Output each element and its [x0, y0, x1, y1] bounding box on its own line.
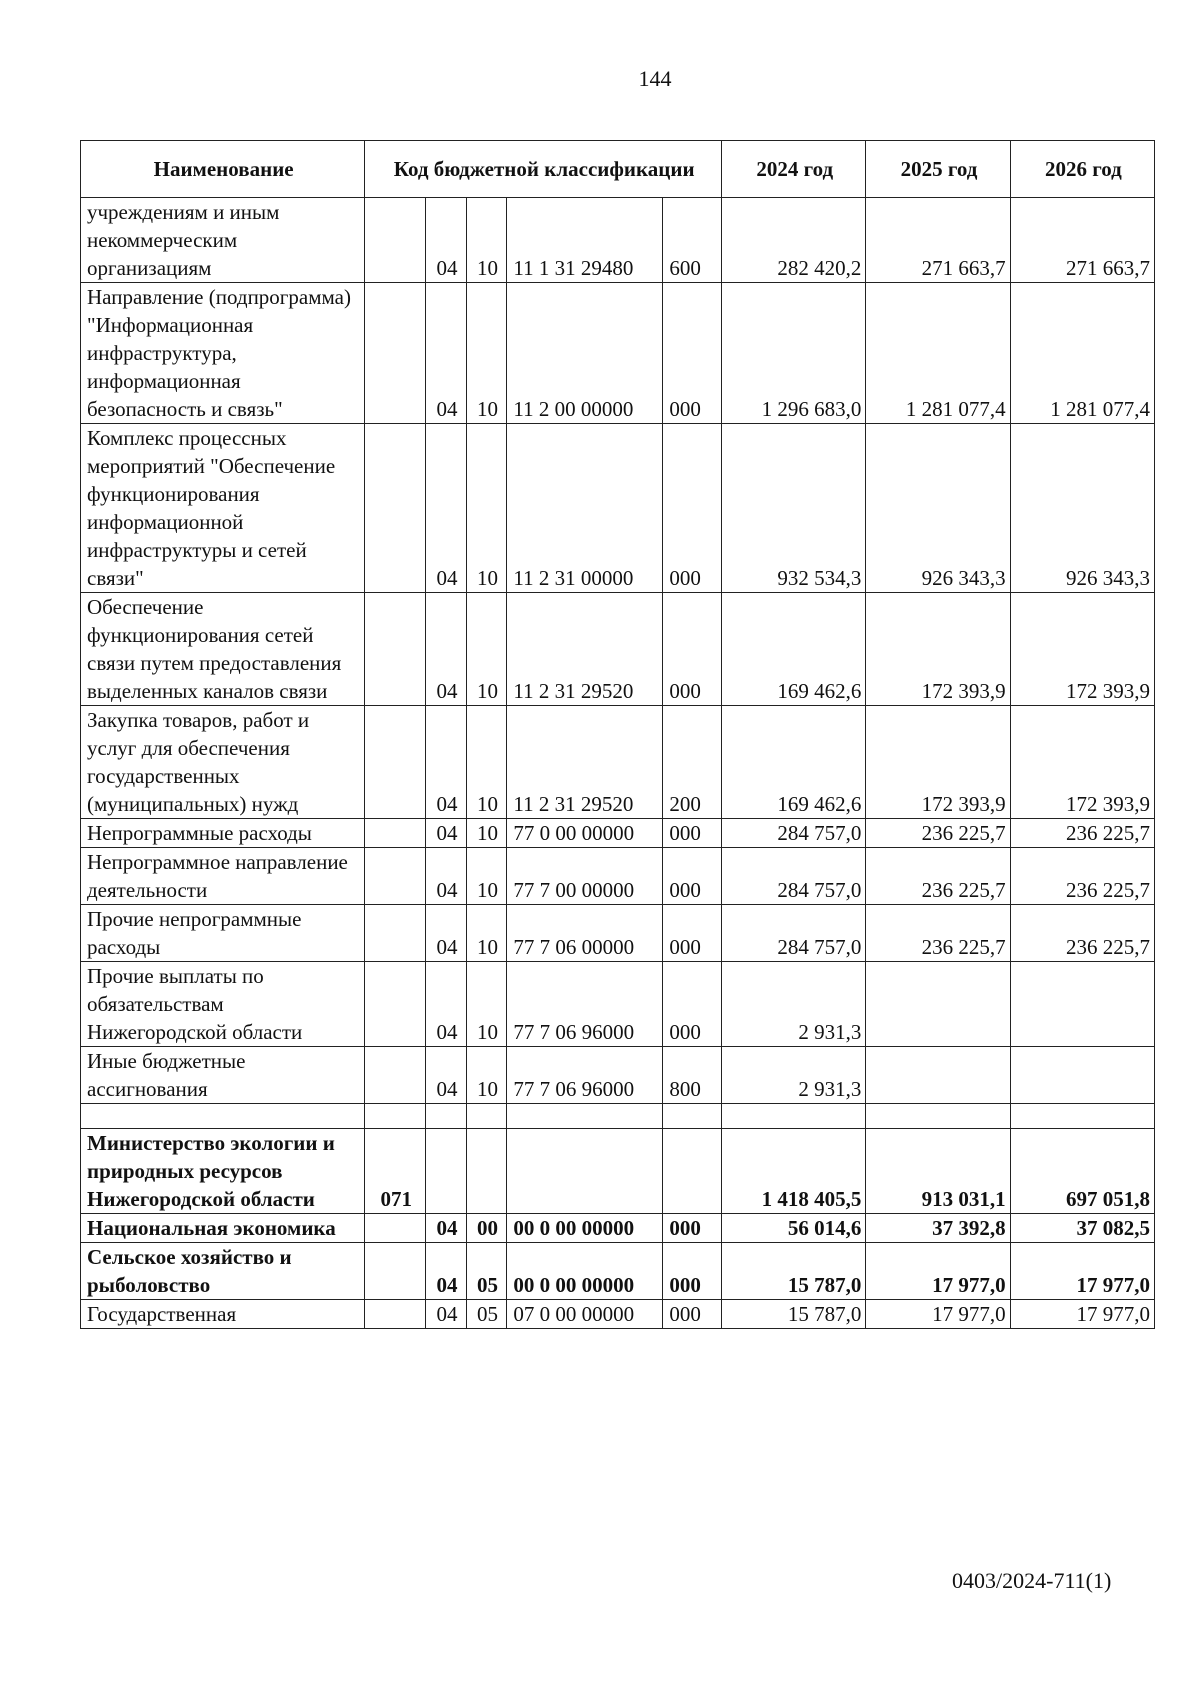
cell-2025	[866, 962, 1010, 1047]
table-row	[81, 1300, 1155, 1329]
cell-name: Министерство экологии и природных ресурсов Нижегородской области	[81, 1129, 365, 1214]
cell-subsection: 10	[466, 424, 507, 593]
cell-section: 04	[426, 283, 467, 424]
cell-dept-code	[365, 962, 426, 1047]
cell-2024: 2 931,3	[722, 962, 866, 1047]
cell-2024: 15 787,0	[722, 1300, 866, 1329]
cell-name: учреждениям и иным некоммерческим организациям	[81, 198, 365, 283]
cell-dept-code	[365, 905, 426, 962]
cell-expense-type: 000	[663, 905, 722, 962]
cell-expense-type: 000	[663, 819, 722, 848]
cell-name: Прочие непрограммные расходы	[81, 905, 365, 962]
cell-expense-type: 000	[663, 1300, 722, 1329]
cell-2024: 1 418 405,5	[722, 1129, 866, 1214]
cell-target-article: 11 2 31 00000	[507, 424, 663, 593]
cell-2025: 913 031,1	[866, 1129, 1010, 1214]
cell-2026: 236 225,7	[1010, 905, 1154, 962]
cell-expense-type: 200	[663, 706, 722, 819]
cell-dept-code	[365, 198, 426, 283]
cell-name: Комплекс процессных мероприятий "Обеспечение функционирования информационной инфраструктуры и сетей связи"	[81, 424, 365, 593]
budget-table	[80, 140, 1155, 1329]
cell-target-article: 00 0 00 00000	[507, 1214, 663, 1243]
cell-expense-type: 000	[663, 962, 722, 1047]
cell-name: Непрограммное направление деятельности	[81, 848, 365, 905]
cell-2026	[1010, 1047, 1154, 1104]
cell-target-article: 77 7 06 96000	[507, 962, 663, 1047]
cell-dept-code	[365, 706, 426, 819]
cell-2024: 1 296 683,0	[722, 283, 866, 424]
cell-2024: 2 931,3	[722, 1047, 866, 1104]
cell-subsection: 10	[466, 283, 507, 424]
cell-2026	[1010, 1104, 1154, 1129]
cell-section: 04	[426, 962, 467, 1047]
cell-subsection: 00	[466, 1214, 507, 1243]
table-row	[81, 1047, 1155, 1104]
table-row	[81, 848, 1155, 905]
cell-target-article	[507, 1129, 663, 1214]
cell-2025: 17 977,0	[866, 1300, 1010, 1329]
cell-2026: 17 977,0	[1010, 1300, 1154, 1329]
cell-2025: 1 281 077,4	[866, 283, 1010, 424]
cell-section: 04	[426, 198, 467, 283]
cell-name: Сельское хозяйство и рыболовство	[81, 1243, 365, 1300]
cell-2024: 284 757,0	[722, 848, 866, 905]
cell-2024: 169 462,6	[722, 706, 866, 819]
cell-2026: 236 225,7	[1010, 819, 1154, 848]
cell-name: Государственная	[81, 1300, 365, 1329]
table-row	[81, 706, 1155, 819]
cell-2025: 236 225,7	[866, 848, 1010, 905]
cell-name: Иные бюджетные ассигнования	[81, 1047, 365, 1104]
cell-name: Направление (подпрограмма) "Информационная инфраструктура, информационная безопасность и связь"	[81, 283, 365, 424]
cell-dept-code	[365, 424, 426, 593]
cell-name	[81, 1104, 365, 1129]
cell-dept-code	[365, 848, 426, 905]
cell-section: 04	[426, 593, 467, 706]
cell-section	[426, 1129, 467, 1214]
cell-expense-type: 000	[663, 424, 722, 593]
cell-2024: 282 420,2	[722, 198, 866, 283]
cell-subsection	[466, 1129, 507, 1214]
table-row	[81, 424, 1155, 593]
cell-expense-type	[663, 1104, 722, 1129]
table-row	[81, 593, 1155, 706]
cell-target-article: 77 7 00 00000	[507, 848, 663, 905]
cell-2024: 284 757,0	[722, 905, 866, 962]
cell-subsection: 10	[466, 706, 507, 819]
cell-target-article: 11 2 00 00000	[507, 283, 663, 424]
table-row	[81, 905, 1155, 962]
cell-2025	[866, 1104, 1010, 1129]
cell-expense-type: 800	[663, 1047, 722, 1104]
cell-2026: 1 281 077,4	[1010, 283, 1154, 424]
header-2024: 2024 год	[722, 141, 866, 198]
cell-section: 04	[426, 1214, 467, 1243]
table-row	[81, 962, 1155, 1047]
cell-subsection: 10	[466, 819, 507, 848]
cell-subsection: 05	[466, 1300, 507, 1329]
cell-2025: 172 393,9	[866, 593, 1010, 706]
page-number: 144	[638, 66, 672, 91]
header-name: Наименование	[81, 141, 365, 198]
cell-dept-code	[365, 593, 426, 706]
cell-dept-code	[365, 1214, 426, 1243]
cell-section	[426, 1104, 467, 1129]
cell-target-article: 77 7 06 96000	[507, 1047, 663, 1104]
cell-expense-type: 000	[663, 1243, 722, 1300]
cell-name: Обеспечение функционирования сетей связи путем предоставления выделенных каналов связи	[81, 593, 365, 706]
cell-subsection	[466, 1104, 507, 1129]
cell-dept-code	[365, 283, 426, 424]
cell-dept-code	[365, 1243, 426, 1300]
spacer-row	[81, 1104, 1155, 1129]
cell-name: Закупка товаров, работ и услуг для обеспечения государственных (муниципальных) нужд	[81, 706, 365, 819]
cell-2026: 236 225,7	[1010, 848, 1154, 905]
table-row	[81, 1243, 1155, 1300]
cell-expense-type: 000	[663, 848, 722, 905]
cell-dept-code: 071	[365, 1129, 426, 1214]
cell-target-article: 11 2 31 29520	[507, 706, 663, 819]
table-row	[81, 1214, 1155, 1243]
cell-subsection: 05	[466, 1243, 507, 1300]
cell-target-article: 11 2 31 29520	[507, 593, 663, 706]
cell-2026: 172 393,9	[1010, 706, 1154, 819]
cell-section: 04	[426, 905, 467, 962]
cell-section: 04	[426, 424, 467, 593]
cell-2025: 172 393,9	[866, 706, 1010, 819]
cell-2024: 169 462,6	[722, 593, 866, 706]
cell-target-article: 77 0 00 00000	[507, 819, 663, 848]
cell-dept-code	[365, 1104, 426, 1129]
cell-2024: 56 014,6	[722, 1214, 866, 1243]
cell-target-article	[507, 1104, 663, 1129]
cell-2026: 17 977,0	[1010, 1243, 1154, 1300]
cell-expense-type: 000	[663, 1214, 722, 1243]
cell-expense-type: 000	[663, 283, 722, 424]
cell-2026: 172 393,9	[1010, 593, 1154, 706]
cell-2025: 236 225,7	[866, 819, 1010, 848]
cell-2026	[1010, 962, 1154, 1047]
cell-2024: 284 757,0	[722, 819, 866, 848]
cell-2025: 926 343,3	[866, 424, 1010, 593]
header-2025: 2025 год	[866, 141, 1010, 198]
cell-section: 04	[426, 1047, 467, 1104]
cell-section: 04	[426, 819, 467, 848]
cell-2024: 932 534,3	[722, 424, 866, 593]
document-reference: 0403/2024-711(1)	[952, 1568, 1112, 1593]
table-body	[81, 198, 1155, 1329]
cell-2026: 37 082,5	[1010, 1214, 1154, 1243]
cell-subsection: 10	[466, 962, 507, 1047]
cell-subsection: 10	[466, 198, 507, 283]
cell-2024	[722, 1104, 866, 1129]
cell-expense-type: 000	[663, 593, 722, 706]
table-row	[81, 819, 1155, 848]
cell-subsection: 10	[466, 1047, 507, 1104]
cell-dept-code	[365, 1047, 426, 1104]
cell-section: 04	[426, 848, 467, 905]
cell-2026: 271 663,7	[1010, 198, 1154, 283]
cell-subsection: 10	[466, 593, 507, 706]
cell-2025: 17 977,0	[866, 1243, 1010, 1300]
cell-name: Национальная экономика	[81, 1214, 365, 1243]
cell-2026: 697 051,8	[1010, 1129, 1154, 1214]
cell-target-article: 07 0 00 00000	[507, 1300, 663, 1329]
table-row	[81, 283, 1155, 424]
cell-2026: 926 343,3	[1010, 424, 1154, 593]
cell-2025: 37 392,8	[866, 1214, 1010, 1243]
header-2026: 2026 год	[1010, 141, 1154, 198]
header-code: Код бюджетной классификации	[365, 141, 722, 198]
cell-section: 04	[426, 706, 467, 819]
cell-dept-code	[365, 1300, 426, 1329]
cell-expense-type: 600	[663, 198, 722, 283]
cell-subsection: 10	[466, 848, 507, 905]
cell-target-article: 11 1 31 29480	[507, 198, 663, 283]
cell-section: 04	[426, 1300, 467, 1329]
cell-name: Прочие выплаты по обязательствам Нижегородской области	[81, 962, 365, 1047]
cell-2024: 15 787,0	[722, 1243, 866, 1300]
cell-dept-code	[365, 819, 426, 848]
header-row	[81, 141, 1155, 198]
cell-subsection: 10	[466, 905, 507, 962]
cell-2025: 236 225,7	[866, 905, 1010, 962]
table-row	[81, 198, 1155, 283]
cell-target-article: 00 0 00 00000	[507, 1243, 663, 1300]
cell-expense-type	[663, 1129, 722, 1214]
cell-section: 04	[426, 1243, 467, 1300]
cell-2025: 271 663,7	[866, 198, 1010, 283]
cell-2025	[866, 1047, 1010, 1104]
table-row	[81, 1129, 1155, 1214]
cell-name: Непрограммные расходы	[81, 819, 365, 848]
cell-target-article: 77 7 06 00000	[507, 905, 663, 962]
